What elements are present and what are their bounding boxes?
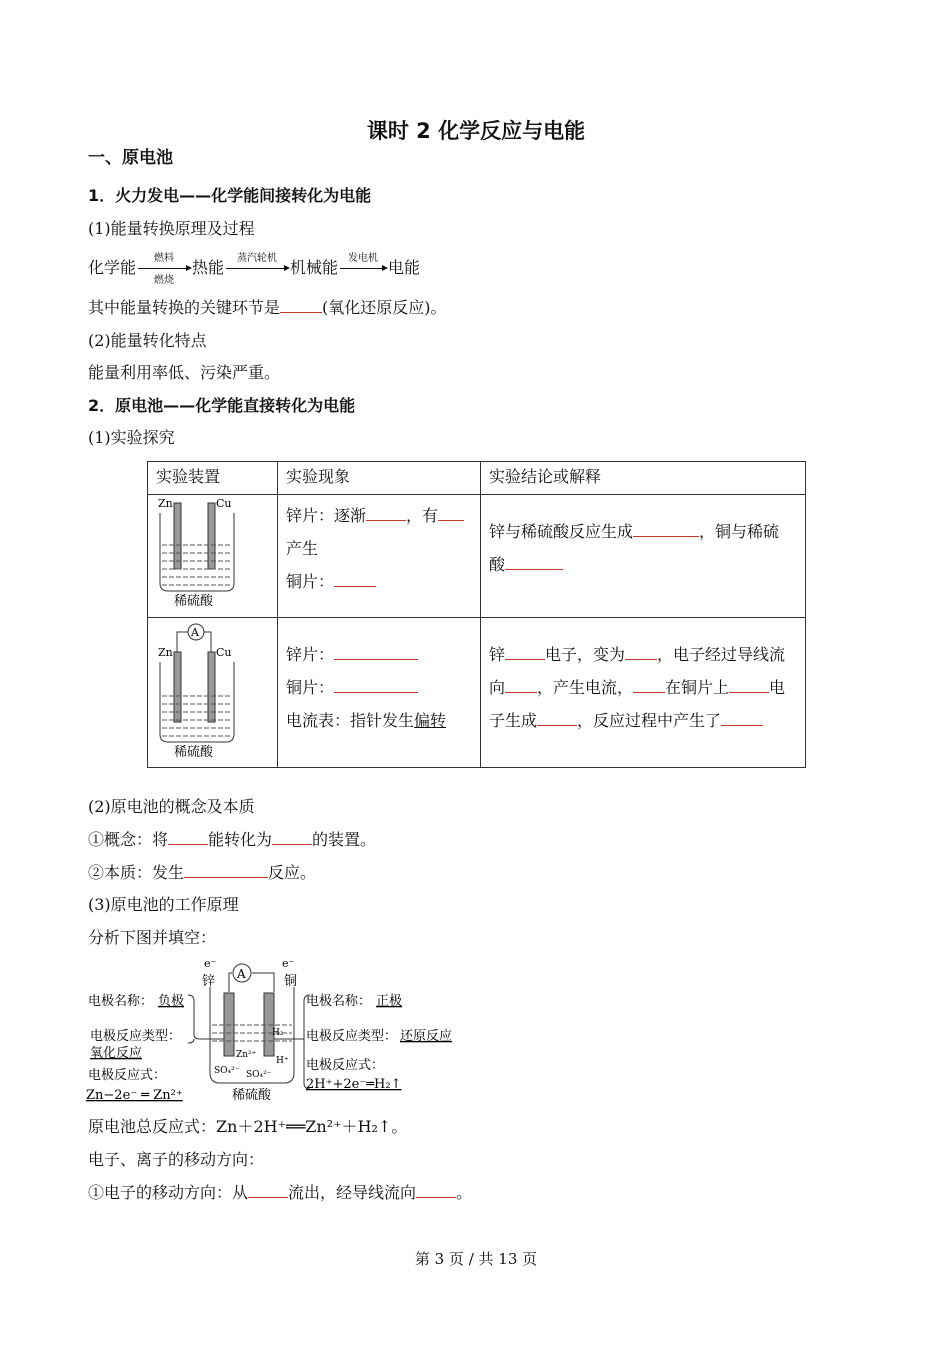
answer-text: 2H⁺+2e⁻═H₂↑ [306,1077,402,1092]
text: 流出，经导线流向 [288,1183,417,1202]
paragraph: 分析下图并填空： [88,928,217,947]
paragraph: (2)原电池的概念及本质 [88,797,255,816]
ion-label: SO₄²⁻ [214,1066,240,1076]
label: 电极名称： [306,994,372,1009]
text: 子生成 [489,711,538,730]
label: 电极反应类型： [90,1029,182,1044]
chain-step: 机械能 [290,258,339,277]
ion-label: SO₄²⁻ [246,1070,272,1080]
text: 能转化为 [208,830,273,849]
beaker-diagram [148,495,276,615]
paragraph: (2)能量转化特点 [88,331,207,350]
text: ①电子的移动方向：从 [88,1183,249,1202]
text: 锌 [489,645,506,664]
blank[interactable] [248,1183,288,1198]
arrow-icon [224,252,290,279]
phenomenon-cell [278,495,481,618]
answer-text: 正极 [376,994,403,1009]
acid-label: 稀硫酸 [232,1088,272,1103]
chain-step: 电能 [388,258,421,277]
copper-label: 铜 [284,974,298,989]
conclusion-cell [481,495,806,618]
blank[interactable] [272,830,312,845]
experiment-table [147,461,806,768]
section-heading: 一、原电池 [88,148,173,168]
blank[interactable] [416,1183,456,1198]
text: 铜片： [286,678,335,697]
label: 电极反应式： [306,1058,385,1073]
paragraph: (1)能量转换原理及过程 [88,219,255,238]
blank[interactable] [168,830,208,845]
text: 锌片：逐渐 [286,506,367,525]
text: 电 [769,678,786,697]
text: 电流表：指针发生 [286,711,415,730]
galvanic-cell-principle-diagram [84,955,484,1105]
arrow-label: 燃烧 [154,274,175,286]
paragraph [88,298,447,318]
blank[interactable] [729,678,769,693]
apparatus-cell [148,495,278,618]
blank[interactable] [280,298,322,313]
text: 在铜片上 [665,678,730,697]
zinc-label: 锌 [202,974,216,989]
ammeter-icon: A [191,626,199,639]
subheading-cell: 2．原电池——化学能直接转化为电能 [88,396,356,415]
text: (氧化还原反应)。 [322,298,447,317]
galvanic-cell-diagram [148,618,276,766]
blank[interactable] [334,645,418,660]
blank[interactable] [633,678,665,693]
table-header: 实验装置 [148,462,278,495]
ion-label: H₂ [272,1028,284,1038]
blank[interactable] [505,678,537,693]
paragraph [88,1183,472,1203]
text: 铜片： [286,572,335,591]
blank[interactable] [438,506,464,521]
text: ，产生电流， [537,678,634,697]
text: 酸 [489,555,506,574]
text: ①概念：将 [88,830,169,849]
answer-text: 氧化反应 [90,1046,143,1061]
electron-label: e⁻ [282,957,295,970]
chain-step: 化学能 [88,258,137,277]
ion-label: Zn²⁺ [236,1050,257,1060]
phenomenon-cell [278,618,481,768]
paragraph: 电子、离子的移动方向： [88,1150,265,1169]
zn-label: Zn [158,646,173,659]
text: ，电子经过导线流 [657,645,786,664]
text: 锌与稀硫酸反应生成 [489,522,634,541]
blank[interactable] [334,678,418,693]
arrow-icon [136,252,192,286]
cu-label: Cu [216,646,232,659]
blank[interactable] [625,645,657,660]
table-header: 实验现象 [278,462,481,495]
label: 电极反应式： [88,1068,167,1083]
blank[interactable] [537,711,577,726]
subheading-thermal: 1．火力发电——化学能间接转化为电能 [88,186,372,205]
text: 锌片： [286,645,335,664]
arrow-label: 燃料 [154,252,175,264]
answer-text: Zn−2e⁻ ═ Zn²⁺ [86,1088,183,1103]
arrow-icon [338,252,388,279]
answer-text: 偏转 [414,711,447,730]
electron-label: e⁻ [204,957,217,970]
paragraph [88,863,316,883]
arrow-label: 蒸汽轮机 [237,252,278,264]
text: 。 [456,1183,473,1202]
cu-label: Cu [216,497,232,510]
text: 电子，变为 [545,645,626,664]
text: 向 [489,678,506,697]
text: 其中能量转换的关键环节是 [88,298,281,317]
apparatus-cell [148,618,278,768]
paragraph: (3)原电池的工作原理 [88,895,239,914]
answer-text: 负极 [158,994,185,1009]
blank[interactable] [505,645,545,660]
blank[interactable] [633,522,699,537]
conclusion-cell [481,618,806,768]
paragraph: (1)实验探究 [88,428,175,447]
text: ，有 [406,506,439,525]
text: 产生 [286,539,319,558]
blank[interactable] [184,863,268,878]
chain-step: 热能 [192,258,225,277]
text: 原电池总反应式： [88,1117,217,1136]
blank[interactable] [366,506,406,521]
text: 反应。 [268,863,317,882]
blank[interactable] [505,555,563,570]
ion-label: H⁺ [276,1056,289,1066]
energy-chain [88,252,421,286]
table-header: 实验结论或解释 [481,462,806,495]
label: 电极反应类型： [306,1029,398,1044]
total-equation: Zn＋2H⁺══Zn²⁺＋H₂↑。 [216,1117,408,1136]
zn-label: Zn [158,497,173,510]
paragraph [88,830,376,850]
acid-label: 稀硫酸 [174,745,214,760]
paragraph [88,1117,407,1137]
text: ②本质：发生 [88,863,185,882]
text: ，铜与稀硫 [699,522,780,541]
acid-label: 稀硫酸 [174,594,214,609]
answer-text: 还原反应 [400,1029,453,1044]
left-electrode-name: 电极名称： [88,994,154,1009]
arrow-label: 发电机 [348,252,379,264]
text: ，反应过程中产生了 [577,711,722,730]
blank[interactable] [721,711,763,726]
text: 的装置。 [312,830,377,849]
ammeter-icon: A [237,967,246,981]
page-footer: 第 3 页 / 共 13 页 [414,1250,538,1268]
page-title: 课时 2 化学反应与电能 [366,119,586,143]
paragraph: 能量利用率低、污染严重。 [88,363,281,382]
blank[interactable] [334,572,376,587]
